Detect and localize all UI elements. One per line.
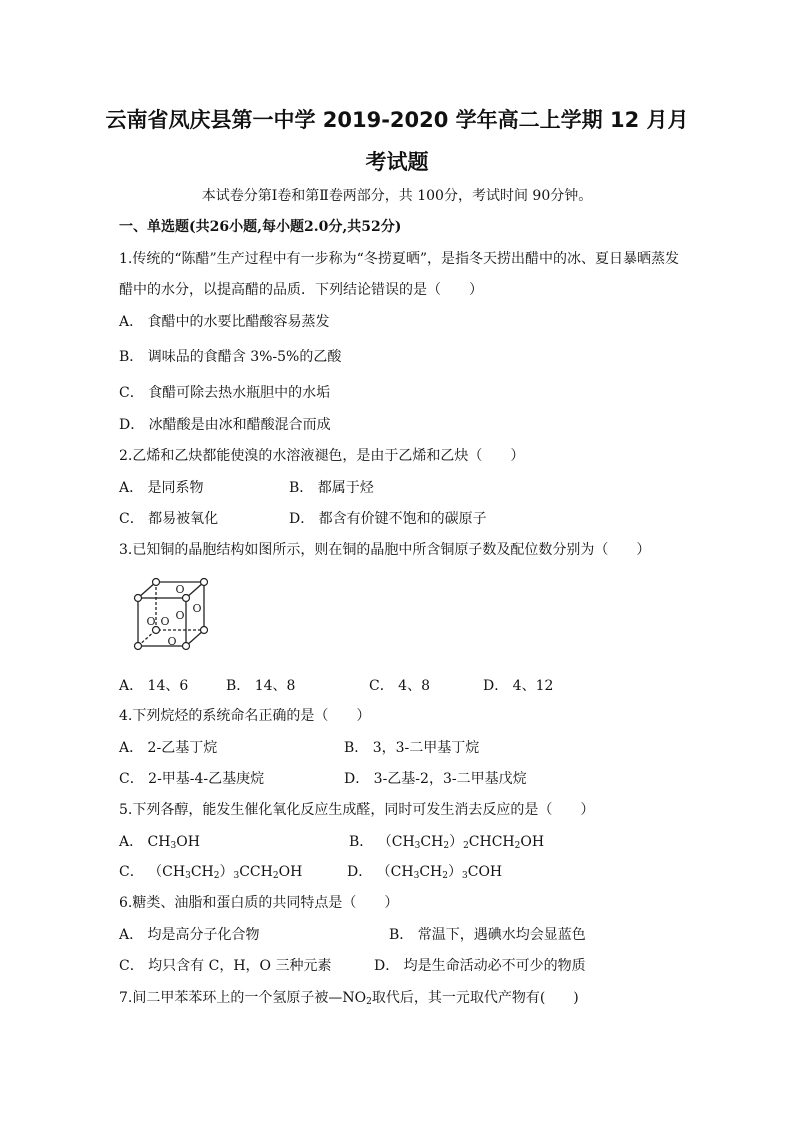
q2-option-c: C． 都易被氧化: [119, 511, 219, 527]
corner-atom: [153, 579, 160, 586]
q5-option-a: A． $CH_3OH$: [119, 834, 200, 851]
corner-atom: [201, 627, 208, 634]
exam-instructions: 本试卷分第Ⅰ卷和第Ⅱ卷两部分，共 100分，考试时间 90分钟。: [201, 188, 593, 204]
face-atom-front: O: [175, 609, 185, 622]
face-atom-left: O: [146, 615, 156, 628]
q1-option-b: B． 调味品的食醋含 3%-5%的乙酸: [119, 349, 342, 365]
q3-option-c: C． 4、8: [369, 678, 430, 694]
corner-atom: [135, 595, 142, 602]
corner-atom: [135, 643, 142, 650]
q3-option-b: B． 14、8: [226, 678, 296, 694]
q6-option-b: B． 常温下，遇碘水均会显蓝色: [389, 927, 586, 943]
q4-option-b: B． 3，3-二甲基丁烷: [344, 740, 480, 756]
q1-stem-line2: 醋中的水分，以提高醋的品质．下列结论错误的是（ ）: [119, 282, 483, 298]
q2-option-d: D． 都含有价键不饱和的碳原子: [289, 511, 487, 527]
exam-title-line1: 云南省凤庆县第一中学 2019-2020 学年高二上学期 12 月月: [105, 108, 689, 132]
face-atom-center: O: [160, 615, 170, 628]
q3-option-a: A． 14、6: [119, 678, 189, 694]
q6-option-d: D． 均是生命活动必不可少的物质: [374, 958, 586, 974]
q1-option-c: C． 食醋可除去热水瓶胆中的水垢: [119, 385, 331, 401]
q1-stem-line1: 1.传统的“陈醋”生产过程中有一步称为“冬捞夏晒”，是指冬天捞出醋中的冰、夏日暴晒蒸发: [119, 251, 679, 267]
q6-option-c: C． 均只含有 C，H，O 三种元素: [119, 958, 332, 974]
q3-option-d: D． 4、12: [483, 678, 554, 694]
q4-option-a: A． 2-乙基丁烷: [119, 740, 218, 756]
q5-option-d: D． $(CH_3CH_2)_3COH$: [347, 864, 503, 881]
section-heading: 一、单选题(共26小题,每小题2.0分,共52分): [119, 219, 402, 235]
q1-option-d: D． 冰醋酸是由冰和醋酸混合而成: [119, 417, 331, 433]
face-atom-top: O: [175, 583, 185, 596]
q4-option-d: D． 3-乙基-2，3-二甲基戊烷: [344, 771, 527, 787]
q2-option-a: A． 是同系物: [119, 480, 204, 496]
q5-stem: 5.下列各醇，能发生催化氧化反应生成醛，同时可发生消去反应的是（ ）: [119, 802, 595, 818]
face-atom-bottom: O: [167, 635, 177, 648]
q4-option-c: C． 2-甲基-4-乙基庚烷: [119, 771, 265, 787]
q5-option-b: B． $(CH_3CH_2)_2CHCH_2OH$: [349, 834, 545, 851]
q5-option-c: C． $(CH_3CH_2)_3CCH_2OH$: [119, 864, 303, 881]
q6-stem: 6.糖类、油脂和蛋白质的共同特点是（ ）: [119, 895, 399, 911]
corner-atom: [183, 643, 190, 650]
q6-option-a: A． 均是高分子化合物: [119, 927, 260, 943]
q1-option-a: A． 食醋中的水要比醋酸容易蒸发: [119, 314, 330, 330]
copper-unit-cell-diagram: [132, 574, 212, 654]
exam-title-line2: 考试题: [365, 150, 429, 174]
face-atom-right: O: [192, 602, 202, 615]
q2-stem: 2.乙烯和乙炔都能使溴的水溶液褪色，是由于乙烯和乙炔（ ）: [119, 448, 525, 464]
corner-atom: [201, 579, 208, 586]
q3-stem: 3.已知铜的晶胞结构如图所示，则在铜的晶胞中所含铜原子数及配位数分别为（ ）: [119, 542, 651, 558]
q7-stem: 7.间二甲苯苯环上的一个氢原子被$—NO_2$取代后，其一元取代产物有( ): [119, 990, 579, 1007]
q4-stem: 4.下列烷烃的系统命名正确的是（ ）: [119, 708, 371, 724]
q2-option-b: B． 都属于烃: [289, 480, 374, 496]
